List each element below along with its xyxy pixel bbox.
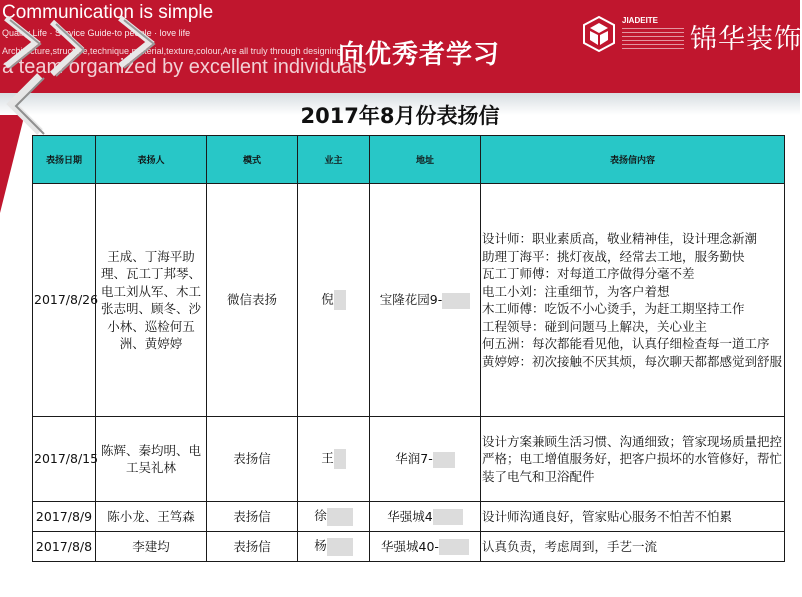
redaction-mask (433, 452, 455, 468)
address-text: 华润7- (395, 451, 433, 467)
content-line: 瓦工丁师傅：对每道工序做得分毫不差 (482, 266, 695, 281)
cell-date: 2017/8/9 (33, 502, 96, 532)
header-people: 表扬人 (96, 136, 207, 184)
header-date: 表扬日期 (33, 136, 96, 184)
logo-english: JIADEITE (622, 16, 659, 25)
owner-name: 王 (321, 450, 334, 466)
redaction-mask (442, 293, 470, 309)
redaction-mask (334, 290, 346, 310)
content-line: 木工师傅：吃饭不小心烫手，为赶工期坚持工作 (482, 301, 745, 316)
header-owner: 业主 (298, 136, 370, 184)
document-title: 2017年8月份表扬信 (300, 104, 500, 128)
table-row (33, 532, 785, 562)
cell-mode: 表扬信 (207, 532, 298, 562)
cell-address (370, 184, 481, 417)
content-line: 黄婷婷：初次接触不厌其烦，每次聊天都都感觉到舒服 (482, 353, 783, 369)
content-line: 设计师：职业素质高，敬业精神佳，设计理念新潮 (482, 231, 758, 246)
cell-mode: 表扬信 (207, 502, 298, 532)
cell-content: 设计师沟通良好，管家贴心服务不怕苦不怕累 (481, 502, 785, 532)
praise-table (32, 135, 785, 562)
redaction-mask (327, 508, 353, 526)
cell-date: 2017/8/15 (33, 417, 96, 502)
cell-people: 王成、丁海平助理、瓦工丁邦琴、电工刘从军、木工张志明、顾冬、沙小林、巡检何五洲、黄婷婷 (96, 184, 207, 417)
content-line: 电工小刘：注重细节，为客户着想 (482, 283, 670, 299)
address-text: 华强城4 (387, 508, 433, 524)
cube-hexagon-logo-icon (582, 15, 616, 53)
redaction-mask (334, 449, 346, 469)
redaction-mask (433, 509, 463, 525)
cell-content: 设计方案兼顾生活习惯、沟通细致；管家现场质量把控严格；电工增值服务好，把客户损坏的水管修好，帮忙装了电气和卫浴配件 (481, 417, 785, 502)
cell-people: 李建均 (96, 532, 207, 562)
owner-name: 徐 (314, 508, 327, 524)
cell-address (370, 532, 481, 562)
content-line: 助理丁海平：挑灯夜战，经常去工地，服务勤快 (482, 248, 745, 264)
slogan-line-1: Communication is simple (2, 2, 214, 23)
cell-address (370, 502, 481, 532)
header-mode: 模式 (207, 136, 298, 184)
redaction-mask (439, 539, 469, 555)
slogan-line-2: Quality Life · Service Guide-to people · love life (2, 28, 191, 38)
cell-date: 2017/8/26 (33, 184, 96, 417)
cell-people: 陈辉、秦均明、电工吴礼林 (96, 417, 207, 502)
content-line: 工程领导：碰到问题马上解决，关心业主 (482, 318, 708, 334)
table-row (33, 184, 785, 417)
header-address: 地址 (370, 136, 481, 184)
table-header-row (33, 136, 785, 184)
content-line: 何五洲：每次都能看见他，认真仔细检查每一道工序 (482, 336, 770, 351)
logo-subtext-lines (622, 28, 684, 50)
section-title: 向优秀者学习 (338, 40, 501, 70)
cell-mode: 微信表扬 (207, 184, 298, 417)
slogan-line-3: Architecture,structure,technique,material,texture,colour,Are all truly through designing (2, 46, 342, 56)
cell-mode: 表扬信 (207, 417, 298, 502)
address-text: 宝隆花园9- (379, 292, 443, 308)
logo-chinese: 锦华装饰 (690, 24, 802, 55)
header-content: 表扬信内容 (481, 136, 785, 184)
cell-content: 认真负责，考虑周到，手艺一流 (481, 532, 785, 562)
cell-owner (298, 184, 370, 417)
redaction-mask (327, 538, 353, 556)
cell-date: 2017/8/8 (33, 532, 96, 562)
cell-people: 陈小龙、王笃森 (96, 502, 207, 532)
owner-name: 杨 (314, 538, 327, 554)
cell-address (370, 417, 481, 502)
address-text: 华强城40- (381, 538, 439, 554)
cell-content (481, 184, 785, 417)
cell-owner (298, 502, 370, 532)
owner-name: 倪 (321, 291, 334, 307)
table-row (33, 502, 785, 532)
cell-owner (298, 532, 370, 562)
cell-owner (298, 417, 370, 502)
slogan-line-4: a team organized by excellent individuals (2, 56, 367, 78)
table-row (33, 417, 785, 502)
